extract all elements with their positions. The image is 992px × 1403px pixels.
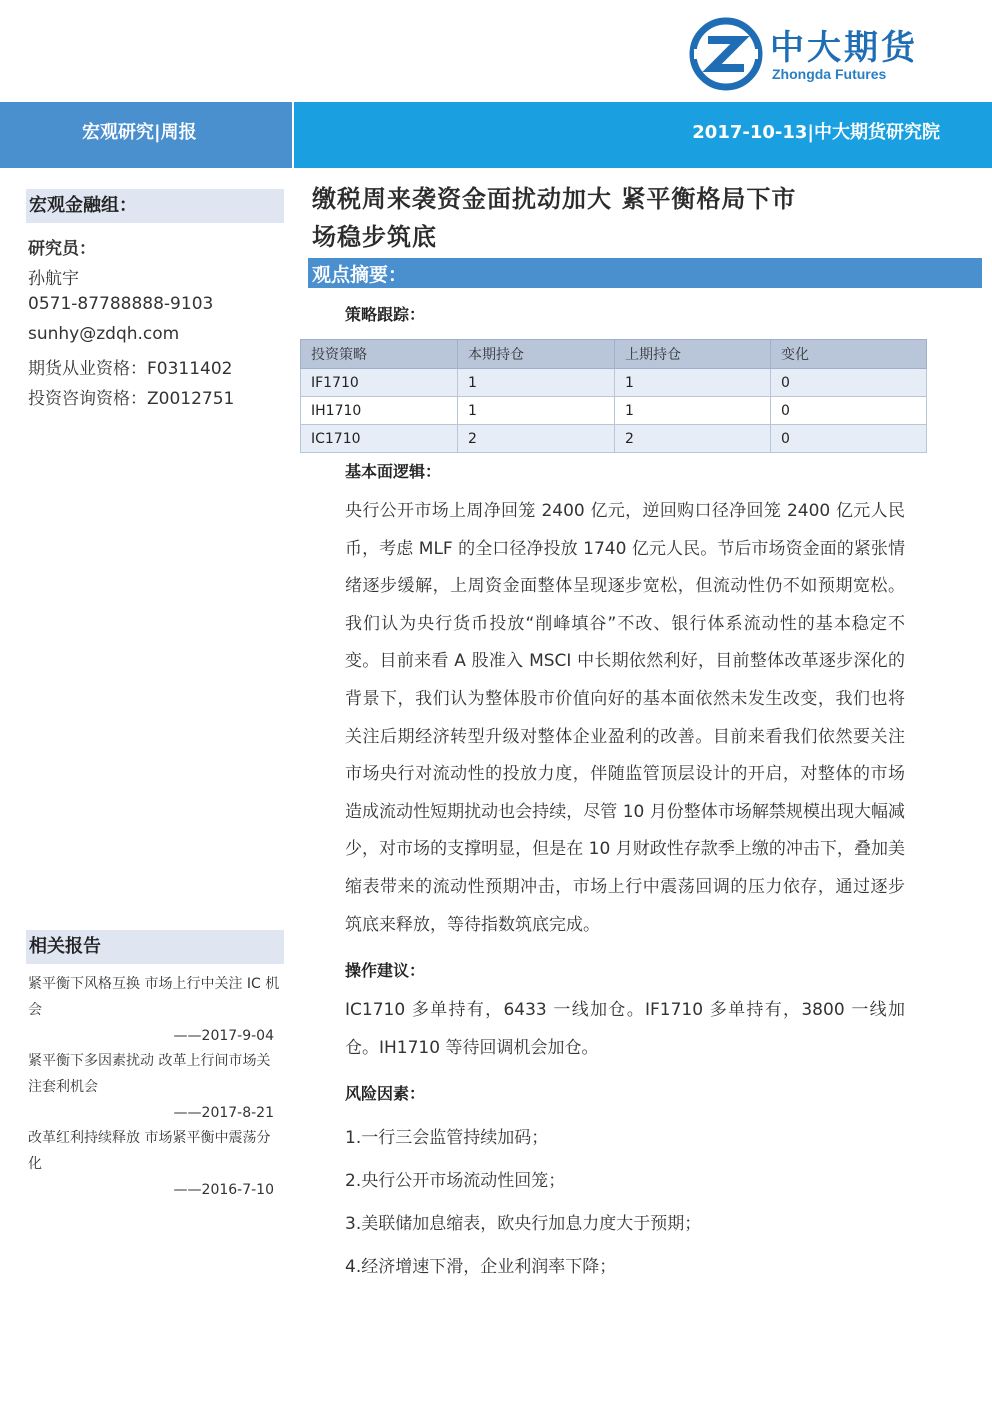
table-header: 变化	[771, 340, 927, 369]
report-title	[312, 180, 912, 256]
risk-item: 2.央行公开市场流动性回笼；	[345, 1171, 566, 1191]
related-report-date: ——2017-9-04	[173, 1028, 274, 1044]
table-header: 投资策略	[301, 340, 458, 369]
operation-paragraph: IC1710 多单持有，6433 一线加仓。IF1710 多单持有，3800 一线加仓。IH1710 等待回调机会加仓。	[345, 1000, 905, 1058]
researcher-phone: 0571-87788888-9103	[28, 294, 214, 314]
report-date-institute: 2017-10-13|中大期货研究院	[692, 122, 940, 143]
related-report-date: ——2017-8-21	[173, 1105, 274, 1121]
logo-chinese-name: 中大期货	[770, 28, 918, 68]
table-cell: IH1710	[301, 397, 458, 425]
table-cell: 1	[615, 369, 771, 397]
table-cell: 0	[771, 397, 927, 425]
table-cell: 2	[458, 425, 615, 453]
table-header: 本期持仓	[458, 340, 615, 369]
related-report-title: 改革红利持续释放 市场紧平衡中震荡分化	[28, 1130, 271, 1172]
zhongda-emblem-icon	[688, 16, 764, 92]
related-reports-title: 相关报告	[26, 930, 284, 964]
table-cell: 2	[615, 425, 771, 453]
table-row	[301, 369, 927, 397]
futures-qualification: 期货从业资格：F0311402	[28, 359, 233, 379]
related-report-1[interactable]	[28, 971, 284, 1049]
investment-qualification: 投资咨询资格：Z0012751	[28, 389, 235, 409]
related-report-title: 紧平衡下风格互换 市场上行中关注 IC 机会	[28, 976, 280, 1018]
researcher-email: sunhy@zdqh.com	[28, 324, 180, 344]
related-report-2[interactable]	[28, 1048, 284, 1126]
operation-label: 操作建议：	[345, 961, 426, 980]
table-header-row	[301, 340, 927, 369]
table-row	[301, 397, 927, 425]
summary-bar	[308, 258, 982, 288]
risk-item: 4.经济增速下滑，企业利润率下降；	[345, 1257, 617, 1277]
related-report-date: ——2016-7-10	[173, 1182, 274, 1198]
report-date-band	[294, 102, 992, 168]
researcher-label: 研究员：	[28, 239, 96, 259]
report-title-line-2: 场稳步筑底	[312, 222, 437, 251]
company-logo	[688, 16, 938, 92]
risk-item: 3.美联储加息缩表，欧央行加息力度大于预期；	[345, 1214, 702, 1234]
table-cell: 0	[771, 369, 927, 397]
table-cell: 1	[458, 397, 615, 425]
summary-label: 观点摘要：	[312, 264, 408, 286]
fundamentals-label: 基本面逻辑：	[345, 462, 442, 481]
table-cell: 1	[458, 369, 615, 397]
report-type: 宏观研究|周报	[82, 122, 197, 143]
fundamentals-paragraph: 央行公开市场上周净回笼 2400 亿元，逆回购口径净回笼 2400 亿元人民币，考虑 MLF 的全口径净投放 1740 亿元人民。节后市场资金面的紧张情绪逐步缓解，上周资金面整体呈现逐步宽松，但流动性仍不如预期宽松。我们认为央行货币投放“削峰填谷”不改、银行体系流动性的基本稳定不变。目前来看 A 股准入 MSCI 中长期依然利好，目前整体改革逐步深化的背景下，我们认为整体股市价值向好的基本面依然未发生改变，我们也将关注后期经济转型升级对整体企业盈利的改善。目前来看我们依然要关注市场央行对流动性的投放力度，伴随监管顶层设计的开启，对整体的市场造成流动性短期扰动也会持续，尽管 10 月份整体市场解禁规模出现大幅减少，对市场的支撑明显，但是在 10 月财政性存款季上缴的冲击下，叠加美缩表带来的流动性预期冲击，市场上行中震荡回调的压力依存，通过逐步筑底来释放，等待指数筑底完成。	[345, 501, 905, 935]
table-header: 上期持仓	[615, 340, 771, 369]
position-table	[300, 339, 927, 453]
table-row	[301, 425, 927, 453]
risk-item: 1.一行三会监管持续加码；	[345, 1128, 549, 1148]
strategy-label: 策略跟踪：	[345, 305, 426, 324]
related-report-3[interactable]	[28, 1125, 284, 1203]
group-title: 宏观金融组：	[26, 189, 284, 223]
risk-label: 风险因素：	[345, 1084, 426, 1103]
table-cell: 1	[615, 397, 771, 425]
researcher-name: 孙航宇	[28, 269, 79, 289]
report-title-line-1: 缴税周来袭资金面扰动加大 紧平衡格局下市	[312, 184, 797, 213]
report-type-band	[0, 102, 292, 168]
table-cell: IC1710	[301, 425, 458, 453]
logo-english-name: Zhongda Futures	[772, 66, 887, 82]
table-cell: 0	[771, 425, 927, 453]
table-cell: IF1710	[301, 369, 458, 397]
related-report-title: 紧平衡下多因素扰动 改革上行间市场关注套利机会	[28, 1053, 271, 1095]
